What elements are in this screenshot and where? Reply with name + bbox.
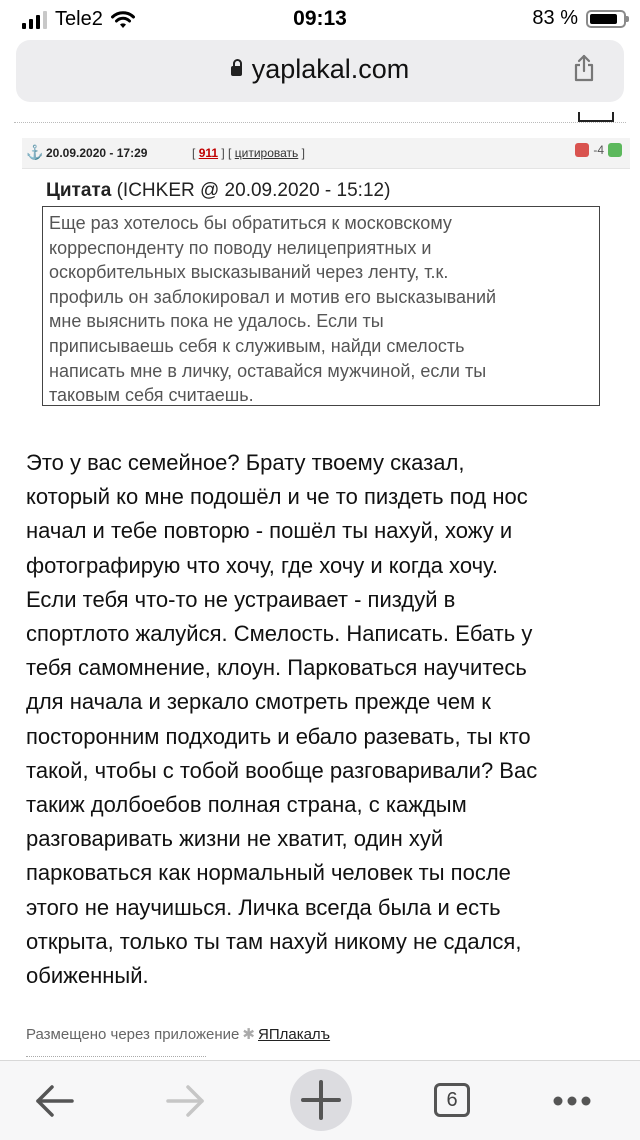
divider	[14, 122, 626, 123]
post-links	[192, 146, 305, 160]
quote-line: профиль он заблокировал и мотив его высказываний	[49, 286, 497, 307]
browser-toolbar	[0, 1060, 640, 1140]
body-line: спортлото жалуйся. Смелость. Написать. Ебать у	[26, 621, 533, 647]
quote-line: приписываешь себя к служивым, найди смелость	[49, 335, 465, 356]
body-line: для начала и зеркало смотреть прежде чем к	[26, 689, 491, 715]
quote-meta: (ICHKER @ 20.09.2020 - 15:12)	[116, 180, 391, 201]
body-line: который ко мне подошёл и че то пиздеть под нос	[26, 484, 528, 510]
app-icon: ✱	[242, 1026, 255, 1043]
battery-percent: 83 %	[532, 7, 578, 29]
post-date: 20.09.2020 - 17:29	[46, 146, 148, 160]
quote-title	[46, 180, 390, 202]
page-content	[0, 112, 640, 1060]
thumb-up-icon[interactable]	[608, 143, 622, 157]
plus-icon	[290, 1069, 352, 1131]
battery-group	[532, 7, 626, 30]
bracket: ]	[301, 146, 305, 160]
lock-icon	[231, 66, 242, 76]
battery-icon	[586, 10, 626, 28]
bracket: ] [	[221, 146, 232, 160]
more-icon[interactable]	[542, 1071, 602, 1131]
body-line: обиженный.	[26, 963, 149, 989]
back-arrow-icon[interactable]	[24, 1071, 84, 1131]
quote-line: мне выяснить пока не удалось. Если ты	[49, 311, 384, 332]
rating-value: -4	[593, 143, 604, 157]
body-line: такиж долбоебов полная страна, с каждым	[26, 792, 467, 818]
quote-link[interactable]: цитировать	[234, 146, 299, 160]
quote-box	[42, 206, 600, 406]
body-line: этого не научишься. Личка всегда была и есть	[26, 894, 501, 920]
post-header	[22, 138, 630, 169]
body-line: парковаться как нормальный человек ты после	[26, 860, 511, 886]
quote-line: оскорбительных высказываний через ленту, т.к.	[49, 262, 449, 283]
quote-line: таковым себя считаешь.	[49, 385, 254, 406]
quote-line: написать мне в личку, оставайся мужчиной, если ты	[49, 360, 487, 381]
clock: 09:13	[293, 7, 347, 30]
body-line: Если тебя что-то не устраивает - пиздуй в	[26, 586, 456, 612]
thumb-down-icon[interactable]	[575, 143, 589, 157]
body-line: посторонним подходить и ебало разевать, ты кто	[26, 723, 531, 749]
quote-line: Еще раз хотелось бы обратиться к московскому	[49, 213, 452, 233]
body-line: Это у вас семейное? Брату твоему сказал,	[26, 450, 465, 475]
collapse-icon[interactable]	[578, 112, 614, 122]
anchor-icon[interactable]: ⚓	[26, 144, 44, 160]
post-footer	[26, 1025, 330, 1043]
new-tab-button[interactable]	[290, 1069, 352, 1131]
post-body	[26, 446, 618, 993]
tabs-button[interactable]: 6	[434, 1083, 470, 1117]
body-line: разговаривать жизни не хватит, один хуй	[26, 826, 444, 852]
quote-line: корреспонденту по поводу нелицеприятных и	[49, 237, 432, 258]
bracket: [	[192, 146, 196, 160]
post-number-link[interactable]: 911	[198, 146, 219, 160]
body-line: тебя самомнение, клоун. Парковаться научитесь	[26, 655, 527, 681]
app-link[interactable]: ЯПлакалъ	[257, 1026, 331, 1043]
footer-text: Размещено через приложение	[26, 1026, 240, 1043]
body-line: открыта, только ты там нахуй никому не сдался,	[26, 928, 522, 954]
share-icon[interactable]	[572, 54, 596, 82]
post-rating	[575, 143, 622, 157]
status-bar	[0, 0, 640, 40]
body-line: начал и тебе повторю - пошёл ты нахуй, хожу и	[26, 518, 513, 544]
address-bar[interactable]	[16, 40, 624, 102]
url-text: yaplakal.com	[251, 54, 410, 84]
forward-arrow-icon[interactable]	[156, 1071, 216, 1131]
body-line: фотографирую что хочу, где хочу и когда хочу.	[26, 552, 498, 578]
carrier-name: Tele2	[55, 8, 103, 30]
quote-label: Цитата	[46, 180, 112, 201]
url-display[interactable]	[16, 54, 624, 85]
body-line: такой, чтобы с тобой вообще разговаривали? Вас	[26, 757, 538, 783]
